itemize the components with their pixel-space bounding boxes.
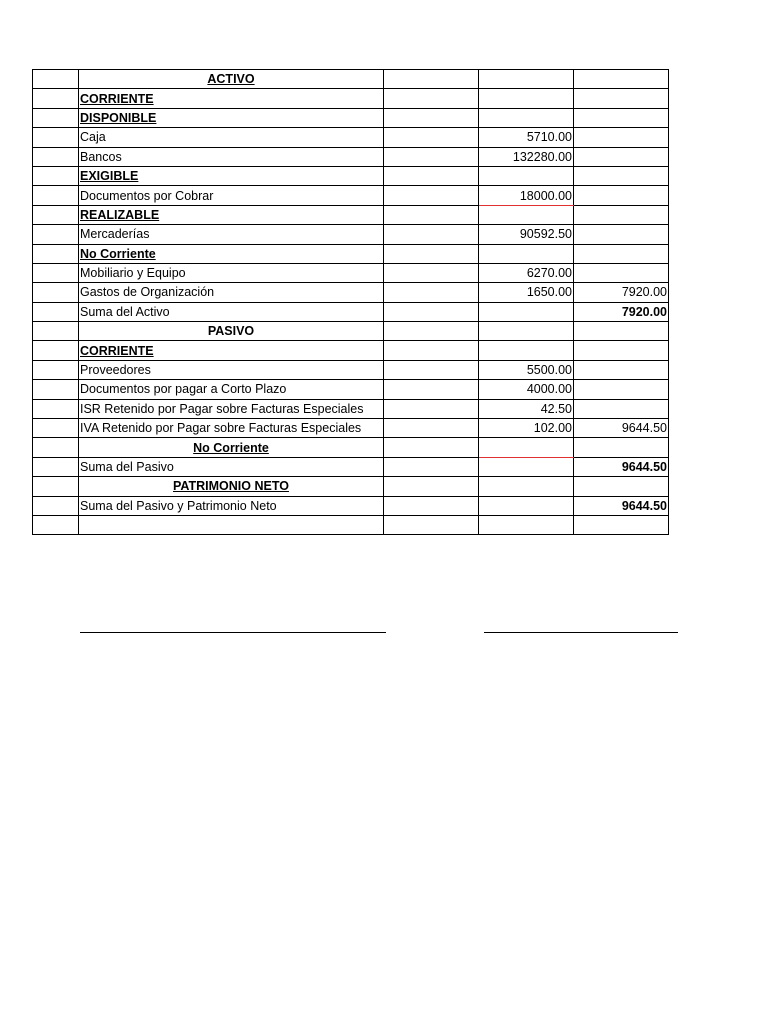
documentos-pagar-value[interactable]: 4000.00 [479,380,574,399]
cell[interactable] [384,496,479,515]
signature-line-right [484,632,678,633]
cell[interactable] [33,477,79,496]
cell[interactable] [479,322,574,341]
cell[interactable] [574,147,669,166]
table-row [33,89,669,108]
mobiliario-value[interactable]: 6270.00 [479,263,574,282]
cell[interactable] [479,496,574,515]
cell[interactable] [384,515,479,534]
cell[interactable] [479,244,574,263]
cell[interactable] [574,322,669,341]
cell[interactable] [33,322,79,341]
cell[interactable] [479,70,574,89]
proveedores-label[interactable]: Proveedores [79,360,384,379]
cell[interactable] [574,477,669,496]
cell[interactable] [384,419,479,438]
cell[interactable] [574,70,669,89]
cell[interactable] [33,89,79,108]
cell[interactable] [479,438,574,457]
cell[interactable] [384,205,479,224]
cell[interactable] [479,457,574,476]
balance-sheet-table [32,69,669,535]
cell[interactable] [384,244,479,263]
bancos-label[interactable]: Bancos [79,147,384,166]
table-row [33,515,669,534]
cell[interactable] [574,341,669,360]
mercaderias-label[interactable]: Mercaderías [79,225,384,244]
table-row [33,457,669,476]
cell[interactable] [33,302,79,321]
cell[interactable] [384,70,479,89]
cell[interactable] [384,322,479,341]
cell[interactable] [384,128,479,147]
cell[interactable] [384,399,479,418]
mercaderias-value[interactable]: 90592.50 [479,225,574,244]
cell[interactable] [33,147,79,166]
cell[interactable] [33,419,79,438]
table-row [33,70,669,89]
iva-total[interactable]: 9644.50 [574,419,669,438]
cell[interactable] [33,496,79,515]
cell[interactable] [479,302,574,321]
isr-value[interactable]: 42.50 [479,399,574,418]
table-row [33,496,669,515]
isr-label[interactable]: ISR Retenido por Pagar sobre Facturas Especiales [79,399,384,418]
table-row [33,341,669,360]
documentos-cobrar-label[interactable]: Documentos por Cobrar [79,186,384,205]
cell[interactable] [384,225,479,244]
cell[interactable] [33,438,79,457]
cell[interactable] [384,360,479,379]
documentos-cobrar-value[interactable]: 18000.00 [479,186,574,205]
cell[interactable] [479,205,574,224]
cell[interactable] [574,166,669,185]
cell[interactable] [33,166,79,185]
cell[interactable] [574,399,669,418]
cell[interactable] [574,515,669,534]
cell[interactable] [33,457,79,476]
table-row [33,360,669,379]
table-row [33,205,669,224]
pasivo-corriente-heading[interactable]: CORRIENTE [79,341,384,360]
cell[interactable] [33,205,79,224]
cell[interactable] [574,186,669,205]
cell[interactable] [479,477,574,496]
table-row [33,399,669,418]
cell[interactable] [479,89,574,108]
cell[interactable] [33,360,79,379]
table-row [33,438,669,457]
cell[interactable] [384,283,479,302]
table-row [33,128,669,147]
cell[interactable] [384,263,479,282]
cell[interactable] [574,225,669,244]
table-row [33,263,669,282]
cell[interactable] [574,108,669,127]
cell[interactable] [479,515,574,534]
cell[interactable] [574,380,669,399]
table-row [33,244,669,263]
cell[interactable] [384,302,479,321]
cell[interactable] [574,244,669,263]
table-row [33,166,669,185]
caja-value[interactable]: 5710.00 [479,128,574,147]
documentos-pagar-label[interactable]: Documentos por pagar a Corto Plazo [79,380,384,399]
iva-value[interactable]: 102.00 [479,419,574,438]
table-row [33,419,669,438]
cell[interactable] [384,477,479,496]
suma-activo-label[interactable]: Suma del Activo [79,302,384,321]
cell[interactable] [33,341,79,360]
cell[interactable] [33,263,79,282]
disponible-heading[interactable]: DISPONIBLE [79,108,384,127]
activo-corriente-heading[interactable]: CORRIENTE [79,89,384,108]
suma-pasivo-patrimonio-label[interactable]: Suma del Pasivo y Patrimonio Neto [79,496,384,515]
cell[interactable] [574,128,669,147]
exigible-heading[interactable]: EXIGIBLE [79,166,384,185]
gastos-org-value[interactable]: 1650.00 [479,283,574,302]
cell[interactable] [574,438,669,457]
gastos-org-total[interactable]: 7920.00 [574,283,669,302]
cell[interactable] [33,380,79,399]
proveedores-value[interactable]: 5500.00 [479,360,574,379]
cell[interactable] [33,283,79,302]
cell[interactable] [33,70,79,89]
caja-label[interactable]: Caja [79,128,384,147]
cell[interactable] [479,341,574,360]
suma-pasivo-patrimonio-total[interactable]: 9644.50 [574,496,669,515]
bancos-value[interactable]: 132280.00 [479,147,574,166]
cell[interactable] [384,166,479,185]
suma-activo-total[interactable]: 7920.00 [574,302,669,321]
cell[interactable] [384,186,479,205]
cell[interactable] [33,186,79,205]
cell[interactable] [384,438,479,457]
pasivo-title[interactable]: PASIVO [79,322,384,341]
cell[interactable] [33,399,79,418]
cell[interactable] [384,341,479,360]
cell[interactable] [479,108,574,127]
pasivo-no-corriente-heading[interactable]: No Corriente [79,438,384,457]
cell[interactable] [384,147,479,166]
cell[interactable] [33,225,79,244]
cell[interactable] [384,89,479,108]
cell[interactable] [384,380,479,399]
gastos-org-label[interactable]: Gastos de Organización [79,283,384,302]
cell[interactable] [384,457,479,476]
suma-pasivo-label[interactable]: Suma del Pasivo [79,457,384,476]
activo-title[interactable]: ACTIVO [79,70,384,89]
cell[interactable] [33,108,79,127]
table-row [33,186,669,205]
table-row [33,380,669,399]
cell[interactable] [33,128,79,147]
cell[interactable] [574,205,669,224]
cell[interactable] [479,166,574,185]
cell[interactable] [574,263,669,282]
table-row [33,322,669,341]
suma-pasivo-total[interactable]: 9644.50 [574,457,669,476]
signature-line-left [80,632,386,633]
cell[interactable] [33,515,79,534]
activo-no-corriente-heading[interactable]: No Corriente [79,244,384,263]
cell[interactable] [574,360,669,379]
mobiliario-label[interactable]: Mobiliario y Equipo [79,263,384,282]
iva-label[interactable]: IVA Retenido por Pagar sobre Facturas Especiales [79,419,384,438]
table-row [33,108,669,127]
cell[interactable] [574,89,669,108]
cell[interactable] [384,108,479,127]
realizable-heading[interactable]: REALIZABLE [79,205,384,224]
table-row [33,302,669,321]
patrimonio-title[interactable]: PATRIMONIO NETO [79,477,384,496]
table-row [33,283,669,302]
table-row [33,225,669,244]
cell[interactable] [33,244,79,263]
cell[interactable] [79,515,384,534]
table-row [33,147,669,166]
table-row [33,477,669,496]
